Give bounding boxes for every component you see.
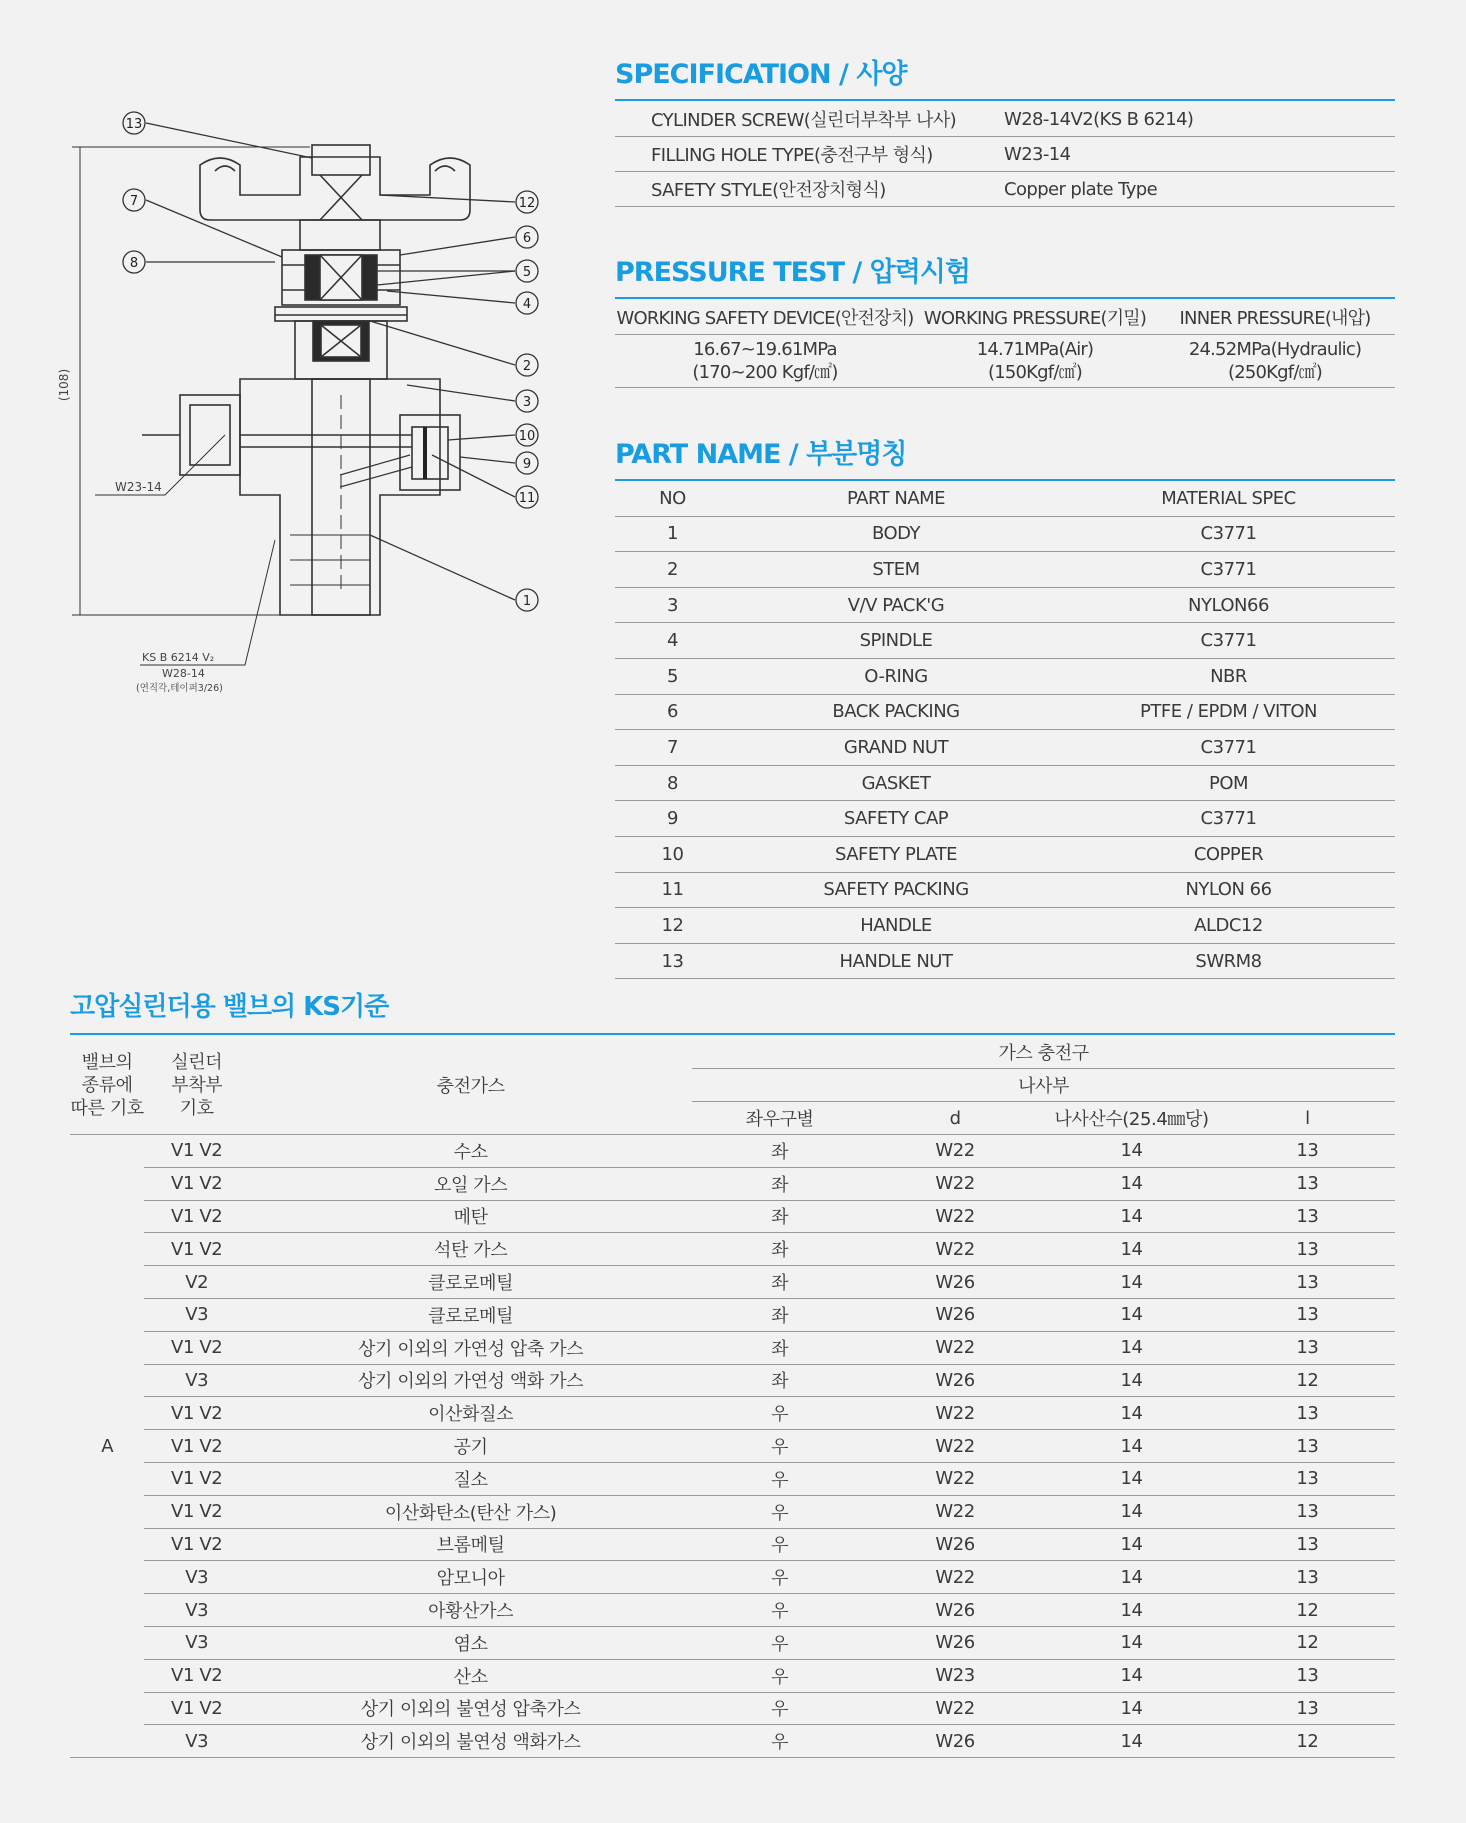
- table-row: [615, 516, 1395, 552]
- part-no: 7: [615, 730, 730, 766]
- ks-gas: 상기 이외의 불연성 압축가스: [249, 1692, 692, 1725]
- part-no: 12: [615, 908, 730, 944]
- ks-d: W22: [867, 1430, 1043, 1463]
- table-row: [70, 1135, 1395, 1168]
- ks-thread-count: 14: [1043, 1462, 1220, 1495]
- ks-thread-count: 14: [1043, 1233, 1220, 1266]
- callout-6: 6: [522, 231, 532, 246]
- ks-direction: 우: [692, 1594, 867, 1627]
- ks-l: 13: [1220, 1331, 1395, 1364]
- part-no: 9: [615, 801, 730, 837]
- ks-thread-count: 14: [1043, 1397, 1220, 1430]
- spec-key: FILLING HOLE TYPE(충전구부 형식): [615, 137, 1004, 172]
- bottom-label-2: W28-14: [162, 667, 205, 680]
- ks-gas: 공기: [249, 1430, 692, 1463]
- parts-title: PART NAME / 부분명칭: [615, 439, 907, 470]
- part-no: 4: [615, 623, 730, 659]
- part-name: SAFETY PLATE: [730, 836, 1062, 872]
- ks-thread-count: 14: [1043, 1692, 1220, 1725]
- spec-title: SPECIFICATION / 사양: [615, 59, 907, 90]
- ks-rule: [70, 1033, 1395, 1035]
- bottom-label-1: KS B 6214 V₂: [142, 651, 215, 664]
- table-row: [615, 623, 1395, 659]
- table-row: [615, 587, 1395, 623]
- ks-header-valve-type: 밸브의 종류에 따른 기호: [70, 1036, 144, 1135]
- ks-thread-count: 14: [1043, 1167, 1220, 1200]
- ks-cylinder-code: V1 V2: [144, 1692, 249, 1725]
- ks-thread-count: 14: [1043, 1725, 1220, 1758]
- ks-l: 13: [1220, 1430, 1395, 1463]
- part-no: 1: [615, 516, 730, 552]
- table-row: [615, 765, 1395, 801]
- table-row: [70, 1430, 1395, 1463]
- ks-gas: 브롬메틸: [249, 1528, 692, 1561]
- ks-direction: 좌: [692, 1135, 867, 1168]
- ks-cylinder-code: V1 V2: [144, 1135, 249, 1168]
- ks-cylinder-code: V1 V2: [144, 1462, 249, 1495]
- ks-direction: 우: [692, 1495, 867, 1528]
- ks-gas: 클로로메틸: [249, 1266, 692, 1299]
- ks-thread-count: 14: [1043, 1495, 1220, 1528]
- ks-cylinder-code: V1 V2: [144, 1659, 249, 1692]
- ks-direction: 우: [692, 1626, 867, 1659]
- part-name: V/V PACK'G: [730, 587, 1062, 623]
- ks-cylinder-code: V1 V2: [144, 1200, 249, 1233]
- ks-thread-count: 14: [1043, 1135, 1220, 1168]
- ks-l: 13: [1220, 1528, 1395, 1561]
- ks-direction: 좌: [692, 1298, 867, 1331]
- part-name: BACK PACKING: [730, 694, 1062, 730]
- part-name: BODY: [730, 516, 1062, 552]
- part-no: 5: [615, 658, 730, 694]
- ks-cylinder-code: V3: [144, 1364, 249, 1397]
- ks-thread-count: 14: [1043, 1200, 1220, 1233]
- part-material: C3771: [1062, 516, 1395, 552]
- callout-10: 10: [518, 429, 536, 444]
- part-material: SWRM8: [1062, 943, 1395, 979]
- ks-gas: 수소: [249, 1135, 692, 1168]
- ks-thread-count: 14: [1043, 1528, 1220, 1561]
- ks-direction: 우: [692, 1725, 867, 1758]
- pressure-value-inner: 24.52MPa(Hydraulic) (250Kgf/㎠): [1155, 335, 1395, 388]
- ks-gas: 아황산가스: [249, 1594, 692, 1627]
- ks-l: 13: [1220, 1200, 1395, 1233]
- ks-gas: 클로로메틸: [249, 1298, 692, 1331]
- ks-direction: 우: [692, 1659, 867, 1692]
- ks-direction: 우: [692, 1561, 867, 1594]
- ks-l: 13: [1220, 1397, 1395, 1430]
- callout-3: 3: [522, 395, 532, 410]
- ks-direction: 좌: [692, 1200, 867, 1233]
- part-name: O-RING: [730, 658, 1062, 694]
- ks-l: 13: [1220, 1692, 1395, 1725]
- part-material: NYLON 66: [1062, 872, 1395, 908]
- parts-header: NO: [615, 481, 730, 516]
- part-name: GASKET: [730, 765, 1062, 801]
- ks-direction: 좌: [692, 1364, 867, 1397]
- ks-thread-count: 14: [1043, 1331, 1220, 1364]
- ks-d: W22: [867, 1397, 1043, 1430]
- ks-direction: 우: [692, 1397, 867, 1430]
- callout-8: 8: [129, 256, 139, 271]
- pressure-table: [615, 300, 1395, 388]
- table-row: [70, 1397, 1395, 1430]
- spec-rule: [615, 99, 1395, 101]
- ks-l: 13: [1220, 1233, 1395, 1266]
- ks-header-direction: 좌우구별: [692, 1102, 867, 1135]
- ks-gas: 이산화질소: [249, 1397, 692, 1430]
- ks-cylinder-code: V2: [144, 1266, 249, 1299]
- ks-l: 13: [1220, 1495, 1395, 1528]
- dimension-label: (108): [57, 368, 71, 402]
- ks-header-cylinder: 실린더 부착부 기호: [144, 1036, 249, 1135]
- ks-thread-count: 14: [1043, 1364, 1220, 1397]
- ks-l: 13: [1220, 1266, 1395, 1299]
- ks-d: W26: [867, 1626, 1043, 1659]
- ks-d: W22: [867, 1135, 1043, 1168]
- ks-header-l: l: [1220, 1102, 1395, 1135]
- ks-d: W26: [867, 1364, 1043, 1397]
- ks-cylinder-code: V3: [144, 1298, 249, 1331]
- ks-thread-count: 14: [1043, 1626, 1220, 1659]
- part-name: SPINDLE: [730, 623, 1062, 659]
- ks-gas: 암모니아: [249, 1561, 692, 1594]
- ks-direction: 우: [692, 1462, 867, 1495]
- ks-l: 13: [1220, 1167, 1395, 1200]
- table-row: [70, 1561, 1395, 1594]
- table-row: [70, 1528, 1395, 1561]
- ks-d: W22: [867, 1692, 1043, 1725]
- ks-l: 12: [1220, 1725, 1395, 1758]
- part-no: 11: [615, 872, 730, 908]
- ks-header-count: 나사산수(25.4㎜당): [1043, 1102, 1220, 1135]
- ks-direction: 좌: [692, 1331, 867, 1364]
- part-no: 3: [615, 587, 730, 623]
- callout-1: 1: [522, 594, 532, 609]
- ks-cylinder-code: V1 V2: [144, 1397, 249, 1430]
- ks-gas: 상기 이외의 가연성 압축 가스: [249, 1331, 692, 1364]
- ks-l: 13: [1220, 1659, 1395, 1692]
- ks-cylinder-code: V1 V2: [144, 1495, 249, 1528]
- ks-gas: 메탄: [249, 1200, 692, 1233]
- table-row: [615, 801, 1395, 837]
- ks-l: 12: [1220, 1626, 1395, 1659]
- ks-gas: 오일 가스: [249, 1167, 692, 1200]
- part-material: PTFE / EPDM / VITON: [1062, 694, 1395, 730]
- part-material: C3771: [1062, 552, 1395, 588]
- ks-l: 13: [1220, 1462, 1395, 1495]
- callout-7: 7: [129, 194, 139, 209]
- spec-value: Copper plate Type: [1004, 172, 1395, 207]
- table-row: [615, 552, 1395, 588]
- ks-cylinder-code: V3: [144, 1594, 249, 1627]
- table-row: [615, 658, 1395, 694]
- part-no: 10: [615, 836, 730, 872]
- ks-l: 13: [1220, 1561, 1395, 1594]
- callout-12: 12: [518, 196, 536, 211]
- part-material: C3771: [1062, 730, 1395, 766]
- part-name: SAFETY PACKING: [730, 872, 1062, 908]
- part-material: C3771: [1062, 623, 1395, 659]
- spec-row: [615, 102, 1395, 137]
- ks-cylinder-code: V1 V2: [144, 1430, 249, 1463]
- ks-direction: 우: [692, 1692, 867, 1725]
- side-port-label: W23-14: [115, 480, 162, 494]
- ks-direction: 좌: [692, 1266, 867, 1299]
- ks-title: 고압실린더용 밸브의 KS기준: [70, 992, 389, 1022]
- part-no: 2: [615, 552, 730, 588]
- ks-cylinder-code: V3: [144, 1561, 249, 1594]
- part-name: SAFETY CAP: [730, 801, 1062, 837]
- part-no: 6: [615, 694, 730, 730]
- ks-cylinder-code: V3: [144, 1725, 249, 1758]
- part-name: HANDLE: [730, 908, 1062, 944]
- ks-d: W26: [867, 1725, 1043, 1758]
- ks-d: W22: [867, 1462, 1043, 1495]
- ks-cylinder-code: V1 V2: [144, 1233, 249, 1266]
- ks-d: W23: [867, 1659, 1043, 1692]
- table-row: [615, 694, 1395, 730]
- ks-group: A: [70, 1135, 144, 1758]
- ks-cylinder-code: V1 V2: [144, 1167, 249, 1200]
- ks-l: 13: [1220, 1298, 1395, 1331]
- part-material: NBR: [1062, 658, 1395, 694]
- ks-header-port: 가스 충전구: [692, 1036, 1395, 1069]
- part-material: POM: [1062, 765, 1395, 801]
- spec-value: W28-14V2(KS B 6214): [1004, 102, 1395, 137]
- table-row: [615, 836, 1395, 872]
- table-row: [70, 1167, 1395, 1200]
- ks-gas: 이산화탄소(탄산 가스): [249, 1495, 692, 1528]
- ks-cylinder-code: V3: [144, 1626, 249, 1659]
- pressure-header: WORKING PRESSURE(기밀): [915, 300, 1155, 335]
- part-material: NYLON66: [1062, 587, 1395, 623]
- table-row: [70, 1692, 1395, 1725]
- ks-d: W26: [867, 1266, 1043, 1299]
- callout-13: 13: [125, 117, 143, 132]
- ks-cylinder-code: V1 V2: [144, 1528, 249, 1561]
- callout-11: 11: [518, 491, 536, 506]
- ks-thread-count: 14: [1043, 1298, 1220, 1331]
- ks-thread-count: 14: [1043, 1659, 1220, 1692]
- ks-d: W22: [867, 1167, 1043, 1200]
- ks-l: 12: [1220, 1364, 1395, 1397]
- ks-direction: 우: [692, 1430, 867, 1463]
- parts-table: [615, 481, 1395, 979]
- spec-key: SAFETY STYLE(안전장치형식): [615, 172, 1004, 207]
- spec-value: W23-14: [1004, 137, 1395, 172]
- table-row: [615, 943, 1395, 979]
- table-row: [615, 730, 1395, 766]
- ks-direction: 우: [692, 1528, 867, 1561]
- spec-row: [615, 137, 1395, 172]
- table-row: [70, 1233, 1395, 1266]
- pressure-title: PRESSURE TEST / 압력시험: [615, 257, 970, 288]
- callout-2: 2: [522, 359, 532, 374]
- ks-header-gas: 충전가스: [249, 1036, 692, 1135]
- ks-d: W22: [867, 1495, 1043, 1528]
- part-name: HANDLE NUT: [730, 943, 1062, 979]
- table-row: [70, 1495, 1395, 1528]
- spec-row: [615, 172, 1395, 207]
- ks-l: 12: [1220, 1594, 1395, 1627]
- table-row: [70, 1298, 1395, 1331]
- ks-table: [70, 1036, 1395, 1758]
- pressure-header: INNER PRESSURE(내압): [1155, 300, 1395, 335]
- table-row: [615, 872, 1395, 908]
- handle-shape: [200, 157, 470, 220]
- valve-drawing: [50, 95, 610, 715]
- ks-gas: 상기 이외의 가연성 액화 가스: [249, 1364, 692, 1397]
- part-material: C3771: [1062, 801, 1395, 837]
- ks-thread-count: 14: [1043, 1561, 1220, 1594]
- callout-5: 5: [522, 265, 532, 280]
- table-row: [70, 1594, 1395, 1627]
- part-name: GRAND NUT: [730, 730, 1062, 766]
- parts-header: MATERIAL SPEC: [1062, 481, 1395, 516]
- ks-thread-count: 14: [1043, 1266, 1220, 1299]
- ks-d: W26: [867, 1528, 1043, 1561]
- ks-d: W22: [867, 1233, 1043, 1266]
- part-material: ALDC12: [1062, 908, 1395, 944]
- part-name: STEM: [730, 552, 1062, 588]
- parts-header: PART NAME: [730, 481, 1062, 516]
- table-row: [70, 1331, 1395, 1364]
- bottom-label-3: (연직각,테이퍼3/26): [136, 683, 223, 694]
- table-row: [70, 1626, 1395, 1659]
- pressure-value-safety: 16.67~19.61MPa (170~200 Kgf/㎠): [615, 335, 915, 388]
- ks-header-thread: 나사부: [692, 1069, 1395, 1102]
- table-row: [70, 1725, 1395, 1758]
- ks-d: W22: [867, 1331, 1043, 1364]
- ks-thread-count: 14: [1043, 1430, 1220, 1463]
- ks-thread-count: 14: [1043, 1594, 1220, 1627]
- ks-d: W26: [867, 1594, 1043, 1627]
- callout-4: 4: [522, 297, 532, 312]
- pressure-header: WORKING SAFETY DEVICE(안전장치): [615, 300, 915, 335]
- ks-gas: 석탄 가스: [249, 1233, 692, 1266]
- ks-gas: 상기 이외의 불연성 액화가스: [249, 1725, 692, 1758]
- part-no: 8: [615, 765, 730, 801]
- ks-d: W26: [867, 1298, 1043, 1331]
- spec-table: [615, 102, 1395, 207]
- table-row: [70, 1200, 1395, 1233]
- ks-l: 13: [1220, 1135, 1395, 1168]
- ks-cylinder-code: V1 V2: [144, 1331, 249, 1364]
- table-row: [70, 1364, 1395, 1397]
- ks-gas: 질소: [249, 1462, 692, 1495]
- ks-gas: 염소: [249, 1626, 692, 1659]
- ks-header-d: d: [867, 1102, 1043, 1135]
- table-row: [70, 1659, 1395, 1692]
- pressure-value-working: 14.71MPa(Air) (150Kgf/㎠): [915, 335, 1155, 388]
- pressure-rule: [615, 297, 1395, 299]
- ks-direction: 좌: [692, 1167, 867, 1200]
- part-no: 13: [615, 943, 730, 979]
- ks-gas: 산소: [249, 1659, 692, 1692]
- ks-direction: 좌: [692, 1233, 867, 1266]
- ks-d: W22: [867, 1561, 1043, 1594]
- part-material: COPPER: [1062, 836, 1395, 872]
- ks-d: W22: [867, 1200, 1043, 1233]
- table-row: [615, 908, 1395, 944]
- table-row: [70, 1462, 1395, 1495]
- spec-key: CYLINDER SCREW(실린더부착부 나사): [615, 102, 1004, 137]
- callout-9: 9: [522, 457, 532, 472]
- table-row: [70, 1266, 1395, 1299]
